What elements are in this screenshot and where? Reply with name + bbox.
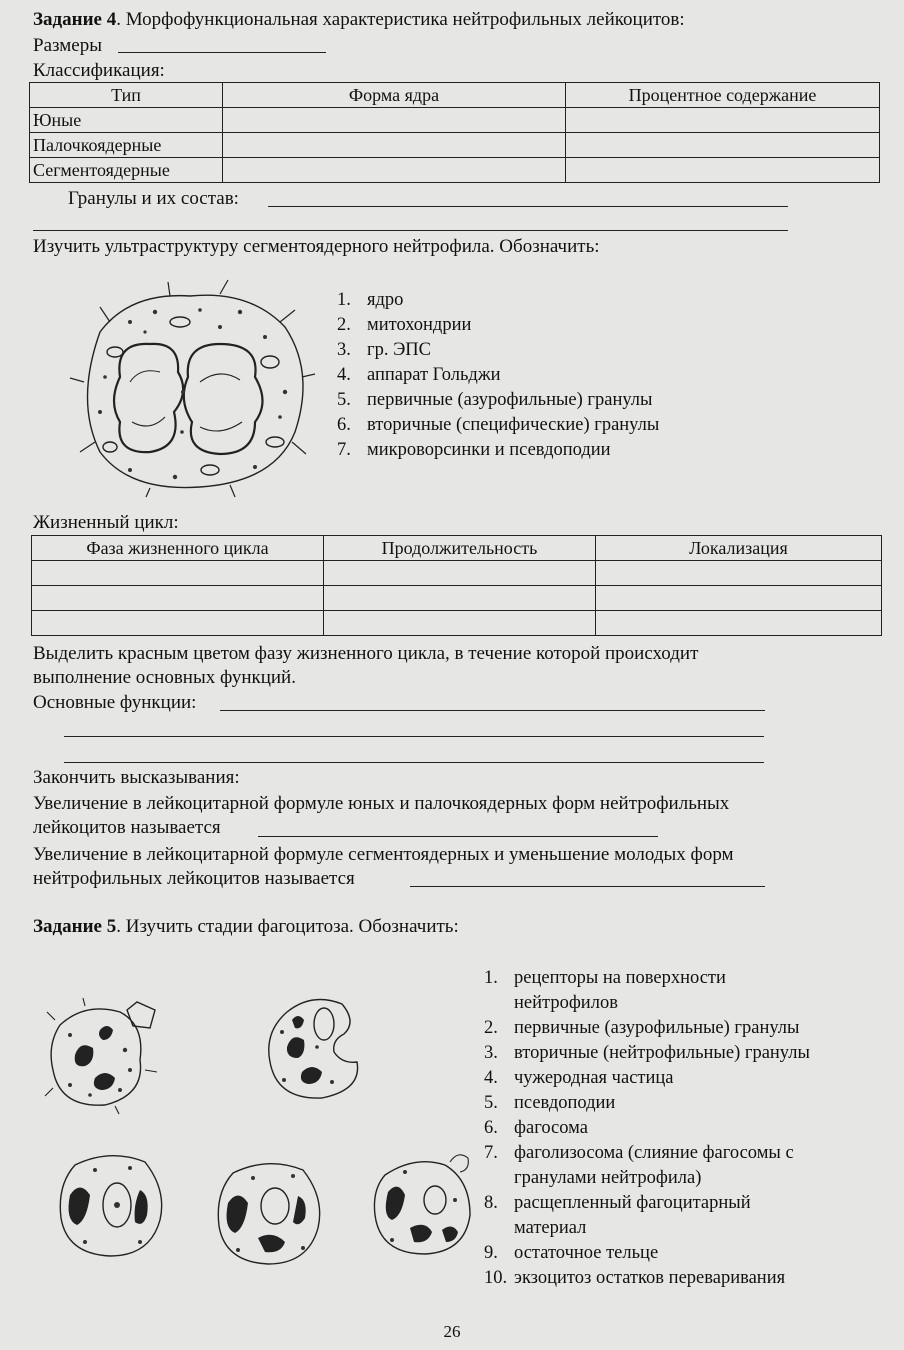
cell-percent-band[interactable] (566, 133, 880, 158)
highlight-instruction-line2: выполнение основных функций. (33, 667, 296, 688)
cell-percent-young[interactable] (566, 108, 880, 133)
phagocytosis-stage-2-illustration (262, 992, 372, 1102)
legend-item: 4. чужеродная частица (484, 1068, 674, 1088)
legend-item: 7. фаголизосома (слияние фагосомы с (484, 1143, 794, 1163)
task5-title (33, 916, 459, 938)
statement2-line2: нейтрофильных лейкоцитов называется (33, 868, 355, 889)
header-percent: Процентное содержание (566, 83, 880, 108)
statement2-line1: Увеличение в лейкоцитарной формуле сегментоядерных и уменьшение молодых форм (33, 844, 734, 865)
statement1-line1: Увеличение в лейкоцитарной формуле юных и палочкоядерных форм нейтрофильных (33, 793, 730, 814)
phagocytosis-stage-3-illustration (55, 1150, 170, 1260)
functions-label: Основные функции: (33, 692, 197, 713)
ultrastructure-label: Изучить ультраструктуру сегментоядерного нейтрофила. Обозначить: (33, 236, 600, 257)
header-nucleus-shape: Форма ядра (223, 83, 566, 108)
task5-title-rest: . Изучить стадии фагоцитоза. Обозначить: (116, 916, 459, 937)
legend-item: 2. митохондрии (337, 315, 472, 335)
phagocytosis-stage-1-illustration (45, 1000, 165, 1110)
neutrophil-ultrastructure-illustration (70, 282, 315, 497)
granules-label: Гранулы и их состав: (68, 188, 239, 209)
legend-item-continuation: нейтрофилов (514, 993, 618, 1013)
finish-statements-label: Закончить высказывания: (33, 767, 240, 788)
table-row (32, 561, 882, 586)
legend-item: 6. фагосома (484, 1118, 588, 1138)
legend-item: 9. остаточное тельце (484, 1243, 659, 1263)
ultrastructure-legend (337, 288, 659, 463)
task4-title-bold: Задание 4 (33, 9, 117, 30)
legend-item: 3. вторичные (нейтрофильные) гранулы (484, 1043, 810, 1063)
header-type: Тип (30, 83, 223, 108)
task4-title-rest: . Морфофункциональная характеристика нейтрофильных лейкоцитов: (116, 9, 685, 30)
table-row (30, 133, 880, 158)
legend-item: 7. микроворсинки и псевдоподии (337, 440, 611, 460)
header-location: Локализация (596, 536, 882, 561)
functions-answer-line-3[interactable] (64, 762, 764, 763)
table-header-row (30, 83, 880, 108)
table-row (32, 586, 882, 611)
classification-label: Классификация: (33, 60, 165, 81)
granules-answer-line-2[interactable] (33, 230, 788, 231)
highlight-instruction-line1: Выделить красным цветом фазу жизненного цикла, в течение которой происходит (33, 643, 699, 664)
phagocytosis-stage-5-illustration (370, 1150, 480, 1260)
page-number: 26 (443, 1322, 461, 1341)
phagocytosis-stage-4-illustration (213, 1158, 328, 1268)
table-row (30, 158, 880, 183)
life-cycle-table (31, 535, 882, 636)
cell-nucleus-band[interactable] (223, 133, 566, 158)
cell-nucleus-segmented[interactable] (223, 158, 566, 183)
legend-item-continuation: материал (514, 1218, 587, 1238)
sizes-answer-line[interactable] (118, 52, 326, 53)
legend-item: 8. расщепленный фагоцитарный (484, 1193, 751, 1213)
legend-item: 5. первичные (азурофильные) гранулы (337, 390, 653, 410)
legend-item: 1. рецепторы на поверхности (484, 968, 726, 988)
legend-item: 1. ядро (337, 290, 404, 310)
task4-title (33, 9, 685, 31)
granules-answer-line[interactable] (268, 206, 788, 207)
table-row (32, 611, 882, 636)
legend-item-continuation: гранулами нейтрофила) (514, 1168, 702, 1188)
task5-title-bold: Задание 5 (33, 916, 117, 937)
legend-item: 10. экзоцитоз остатков переваривания (484, 1268, 786, 1288)
table-row (30, 108, 880, 133)
classification-table (29, 82, 880, 183)
statement1-line2: лейкоцитов называется (33, 817, 221, 838)
legend-item: 5. псевдоподии (484, 1093, 616, 1113)
phagocytosis-legend (484, 966, 810, 1291)
legend-item: 4. аппарат Гольджи (337, 365, 501, 385)
row-label-segmented: Сегментоядерные (30, 158, 223, 183)
row-label-band: Палочкоядерные (30, 133, 223, 158)
life-cycle-label: Жизненный цикл: (33, 512, 179, 533)
statement2-answer-line[interactable] (410, 886, 765, 887)
table-header-row (32, 536, 882, 561)
row-label-young: Юные (30, 108, 223, 133)
cell-nucleus-young[interactable] (223, 108, 566, 133)
statement1-answer-line[interactable] (258, 836, 658, 837)
cell-percent-segmented[interactable] (566, 158, 880, 183)
legend-item: 6. вторичные (специфические) гранулы (337, 415, 660, 435)
sizes-label: Размеры (33, 35, 102, 56)
functions-answer-line[interactable] (220, 710, 765, 711)
header-phase: Фаза жизненного цикла (32, 536, 324, 561)
legend-item: 2. первичные (азурофильные) гранулы (484, 1018, 800, 1038)
header-duration: Продолжительность (324, 536, 596, 561)
legend-item: 3. гр. ЭПС (337, 340, 432, 360)
functions-answer-line-2[interactable] (64, 736, 764, 737)
